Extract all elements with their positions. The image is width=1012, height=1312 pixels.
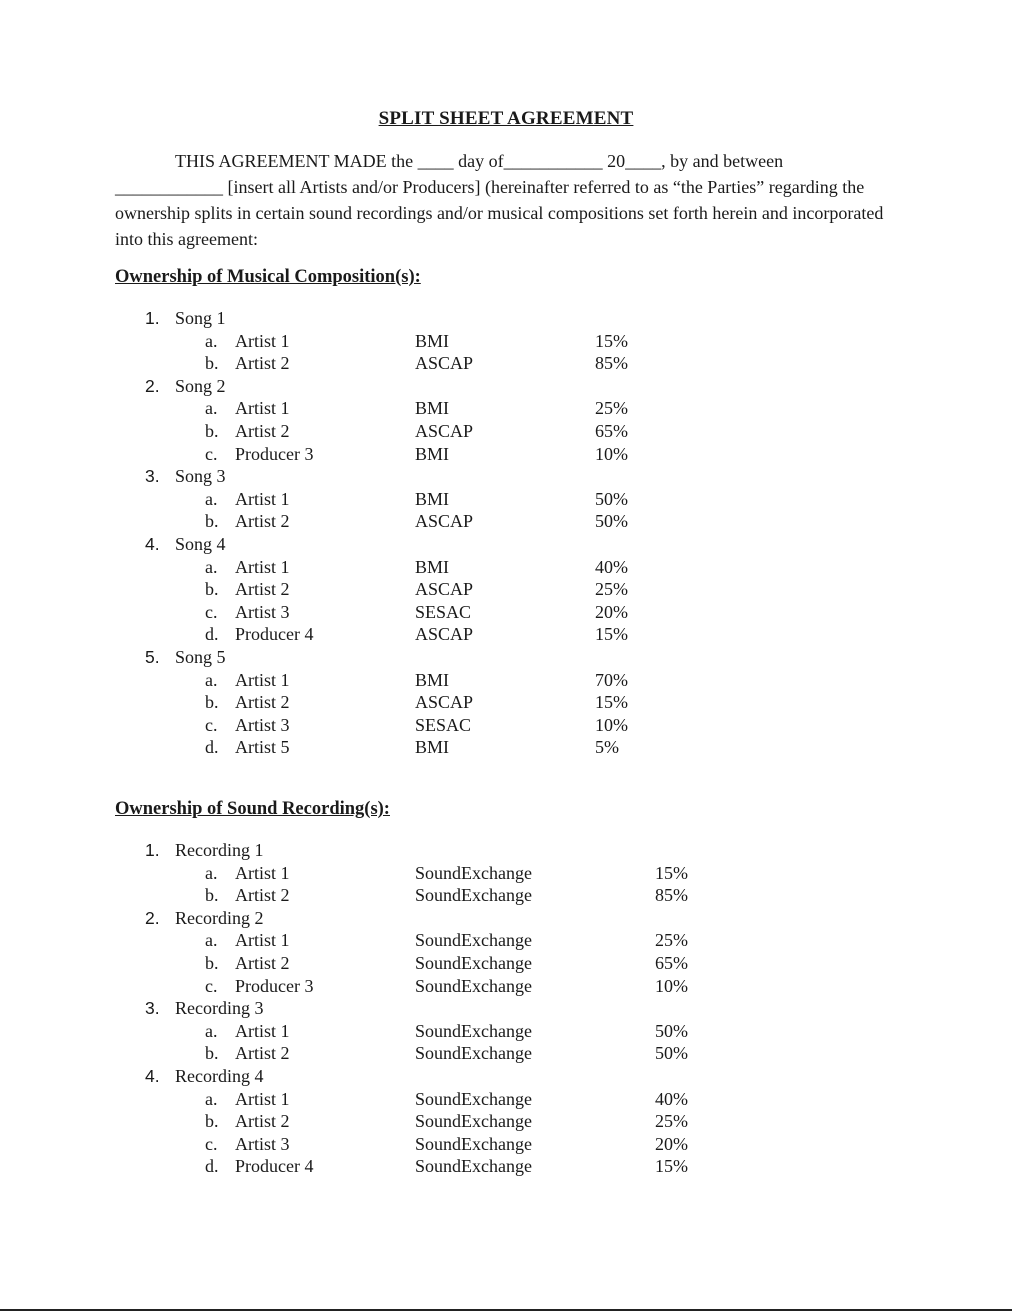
party-letter: a. <box>205 330 218 351</box>
party-letter: d. <box>205 624 219 645</box>
party-name: Artist 1 <box>235 669 290 690</box>
party-organization: SoundExchange <box>415 1043 532 1064</box>
party-letter: c. <box>205 975 218 996</box>
party-name: Artist 2 <box>235 421 290 441</box>
party-share: 50% <box>655 1043 688 1064</box>
party-share: 15% <box>595 330 628 351</box>
party-letter: a. <box>205 556 218 577</box>
item-number: 1. <box>145 308 160 328</box>
party-letter: c. <box>205 714 218 735</box>
party-share: 10% <box>655 975 688 996</box>
party-name: Artist 2 <box>235 885 290 906</box>
party-name: Producer 4 <box>235 1156 314 1177</box>
item-number: 3. <box>145 466 160 487</box>
party-share: 85% <box>655 885 688 906</box>
party-letter: b. <box>205 1043 219 1064</box>
party-name: Producer 4 <box>235 624 314 645</box>
party-organization: ASCAP <box>415 579 474 600</box>
party-organization: ASCAP <box>415 692 474 713</box>
party-share: 15% <box>655 1156 688 1177</box>
party-name: Artist 1 <box>235 330 290 351</box>
party-organization: SoundExchange <box>415 1111 532 1132</box>
item-title: Song 3 <box>175 466 226 487</box>
party-letter: b. <box>205 353 219 374</box>
document-title: SPLIT SHEET AGREEMENT <box>378 108 634 129</box>
party-share: 15% <box>595 692 628 713</box>
party-organization: SESAC <box>415 714 472 735</box>
party-organization: BMI <box>415 488 450 509</box>
party-organization: ASCAP <box>415 353 474 374</box>
party-letter: b. <box>205 1111 219 1132</box>
party-organization: SoundExchange <box>415 953 532 973</box>
party-share: 85% <box>595 353 628 374</box>
party-share: 65% <box>655 953 688 973</box>
party-organization: BMI <box>415 556 450 577</box>
party-name: Artist 1 <box>235 488 290 509</box>
item-title: Recording 1 <box>175 840 264 860</box>
party-letter: b. <box>205 511 219 532</box>
party-share: 15% <box>595 624 628 645</box>
party-share: 40% <box>595 556 628 577</box>
item-number: 1. <box>145 840 160 860</box>
party-share: 70% <box>595 669 628 690</box>
party-share: 10% <box>595 443 628 464</box>
page-bottom-edge <box>0 1309 1012 1311</box>
item-number: 4. <box>145 534 160 554</box>
party-letter: c. <box>205 443 218 464</box>
party-letter: a. <box>205 1088 218 1109</box>
item-number: 5. <box>145 647 160 667</box>
item-title: Recording 3 <box>175 998 264 1019</box>
item-title: Recording 2 <box>175 907 264 928</box>
party-name: Artist 1 <box>235 1020 290 1041</box>
party-letter: b. <box>205 421 219 441</box>
item-title: Song 5 <box>175 647 226 667</box>
party-name: Artist 3 <box>235 714 290 735</box>
recordings-heading: Ownership of Sound Recording(s): <box>115 799 390 819</box>
item-title: Song 1 <box>175 308 226 328</box>
party-name: Artist 2 <box>235 579 290 600</box>
party-letter: b. <box>205 885 219 906</box>
party-share: 5% <box>595 737 619 758</box>
party-letter: c. <box>205 601 218 622</box>
party-name: Artist 2 <box>235 692 290 713</box>
party-share: 65% <box>595 421 628 441</box>
item-title: Recording 4 <box>175 1066 264 1086</box>
party-letter: b. <box>205 579 219 600</box>
party-organization: ASCAP <box>415 421 474 441</box>
party-name: Artist 2 <box>235 1111 290 1132</box>
party-share: 25% <box>655 930 688 951</box>
party-name: Artist 2 <box>235 953 290 973</box>
party-organization: SoundExchange <box>415 1020 532 1041</box>
party-name: Artist 1 <box>235 862 290 883</box>
party-letter: b. <box>205 692 219 713</box>
party-organization: SESAC <box>415 601 472 622</box>
item-number: 2. <box>145 907 160 928</box>
agreement-intro-text: THIS AGREEMENT MADE the ____ day of___________ 20____, by and between ____________ [insert all Artists and/or Producers] (hereinafter referred to as “the Parties” regarding the ownership splits in certain sound recordings and/or musical compositions set forth herein and incorporated into this agreement: <box>115 151 884 249</box>
agreement-intro-paragraph <box>115 148 885 252</box>
party-name: Artist 2 <box>235 353 290 374</box>
party-letter: d. <box>205 737 219 758</box>
party-name: Artist 1 <box>235 556 290 577</box>
party-letter: a. <box>205 488 218 509</box>
party-share: 15% <box>655 862 688 883</box>
party-share: 50% <box>655 1020 688 1041</box>
party-letter: a. <box>205 669 218 690</box>
party-name: Artist 2 <box>235 1043 290 1064</box>
party-organization: ASCAP <box>415 511 474 532</box>
party-name: Producer 3 <box>235 975 314 996</box>
party-share: 40% <box>655 1088 688 1109</box>
party-share: 25% <box>595 398 628 419</box>
party-organization: BMI <box>415 737 450 758</box>
party-letter: a. <box>205 930 218 951</box>
party-organization: BMI <box>415 669 450 690</box>
party-organization: ASCAP <box>415 624 474 645</box>
party-organization: BMI <box>415 330 450 351</box>
party-organization: SoundExchange <box>415 975 532 996</box>
item-number: 2. <box>145 375 160 396</box>
party-name: Artist 3 <box>235 601 290 622</box>
party-name: Artist 1 <box>235 1088 290 1109</box>
item-title: Song 2 <box>175 375 226 396</box>
party-letter: b. <box>205 953 219 973</box>
item-number: 3. <box>145 998 160 1019</box>
party-organization: SoundExchange <box>415 1088 532 1109</box>
party-name: Artist 1 <box>235 930 290 951</box>
party-share: 20% <box>595 601 628 622</box>
party-letter: a. <box>205 398 218 419</box>
party-organization: SoundExchange <box>415 930 532 951</box>
party-letter: d. <box>205 1156 219 1177</box>
party-organization: SoundExchange <box>415 1133 532 1154</box>
party-share: 50% <box>595 511 628 532</box>
party-organization: SoundExchange <box>415 862 532 883</box>
party-letter: c. <box>205 1133 218 1154</box>
party-name: Artist 3 <box>235 1133 290 1154</box>
party-name: Producer 3 <box>235 443 314 464</box>
party-share: 50% <box>595 488 628 509</box>
party-share: 25% <box>655 1111 688 1132</box>
party-name: Artist 2 <box>235 511 290 532</box>
party-name: Artist 5 <box>235 737 290 758</box>
party-share: 10% <box>595 714 628 735</box>
party-share: 25% <box>595 579 628 600</box>
party-letter: a. <box>205 1020 218 1041</box>
party-organization: SoundExchange <box>415 1156 532 1177</box>
party-organization: BMI <box>415 398 450 419</box>
party-organization: SoundExchange <box>415 885 532 906</box>
party-letter: a. <box>205 862 218 883</box>
party-share: 20% <box>655 1133 688 1154</box>
item-number: 4. <box>145 1066 160 1086</box>
party-name: Artist 1 <box>235 398 290 419</box>
item-title: Song 4 <box>175 534 226 554</box>
compositions-heading: Ownership of Musical Composition(s): <box>115 267 421 287</box>
party-organization: BMI <box>415 443 450 464</box>
